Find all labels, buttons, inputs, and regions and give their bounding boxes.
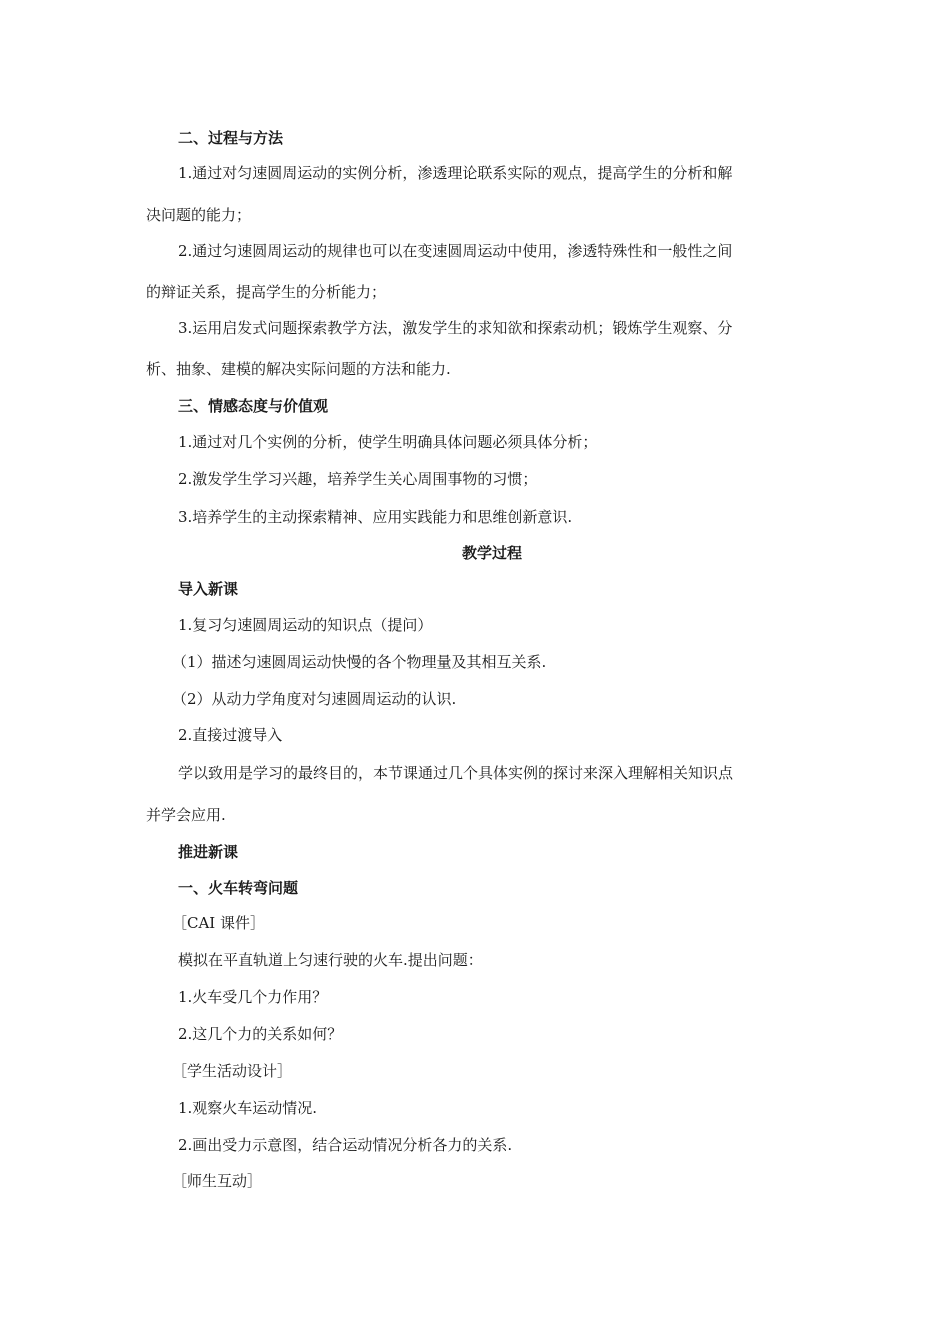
student-activity-2: 2.画出受力示意图，结合运动情况分析各力的关系. bbox=[178, 1136, 513, 1154]
intro-sub-item-1: （1）描述匀速圆周运动快慢的各个物理量及其相互关系. bbox=[172, 653, 547, 671]
question-2: 2.这几个力的关系如何？ bbox=[178, 1025, 343, 1043]
heading-train-turning: 一、火车转弯问题 bbox=[178, 879, 299, 897]
heading-new-lesson: 推进新课 bbox=[178, 843, 239, 861]
question-1: 1.火车受几个力作用？ bbox=[178, 988, 328, 1006]
student-activity-label: ［学生活动设计］ bbox=[172, 1062, 293, 1080]
paragraph-3-line-1: 3.运用启发式问题探索教学方法，激发学生的求知欲和探索动机；锻炼学生观察、分 bbox=[178, 319, 733, 337]
heading-intro: 导入新课 bbox=[178, 580, 239, 598]
paragraph-3-line-2: 析、抽象、建模的解决实际问题的方法和能力. bbox=[146, 360, 451, 378]
teacher-student-label: ［师生互动］ bbox=[172, 1172, 263, 1190]
intro-paragraph-line-1: 学以致用是学习的最终目的，本节课通过几个具体实例的探讨来深入理解相关知识点 bbox=[178, 764, 734, 782]
paragraph-2-line-1: 2.通过匀速圆周运动的规律也可以在变速圆周运动中使用，渗透特殊性和一般性之间 bbox=[178, 242, 733, 260]
paragraph-1-line-2: 决问题的能力； bbox=[146, 206, 252, 224]
heading-attitude-values: 三、情感态度与价值观 bbox=[178, 397, 329, 415]
attitude-item-1: 1.通过对几个实例的分析，使学生明确具体问题必须具体分析； bbox=[178, 433, 598, 451]
heading-process-methods: 二、过程与方法 bbox=[178, 129, 284, 147]
attitude-item-2: 2.激发学生学习兴趣，培养学生关心周围事物的习惯； bbox=[178, 470, 538, 488]
intro-paragraph-line-2: 并学会应用. bbox=[146, 806, 226, 824]
heading-teaching-process: 教学过程 bbox=[461, 544, 522, 562]
intro-sub-item-2: （2）从动力学角度对匀速圆周运动的认识. bbox=[172, 690, 457, 708]
attitude-item-3: 3.培养学生的主动探索精神、应用实践能力和思维创新意识. bbox=[178, 508, 573, 526]
simulation-text: 模拟在平直轨道上匀速行驶的火车.提出问题： bbox=[178, 951, 483, 969]
intro-item-1: 1.复习匀速圆周运动的知识点（提问） bbox=[178, 616, 433, 634]
cai-label: ［CAI 课件］ bbox=[172, 914, 266, 932]
student-activity-1: 1.观察火车运动情况. bbox=[178, 1099, 318, 1117]
paragraph-2-line-2: 的辩证关系，提高学生的分析能力； bbox=[146, 283, 387, 301]
intro-item-2: 2.直接过渡导入 bbox=[178, 726, 283, 744]
paragraph-1-line-1: 1.通过对匀速圆周运动的实例分析，渗透理论联系实际的观点，提高学生的分析和解 bbox=[178, 164, 733, 182]
